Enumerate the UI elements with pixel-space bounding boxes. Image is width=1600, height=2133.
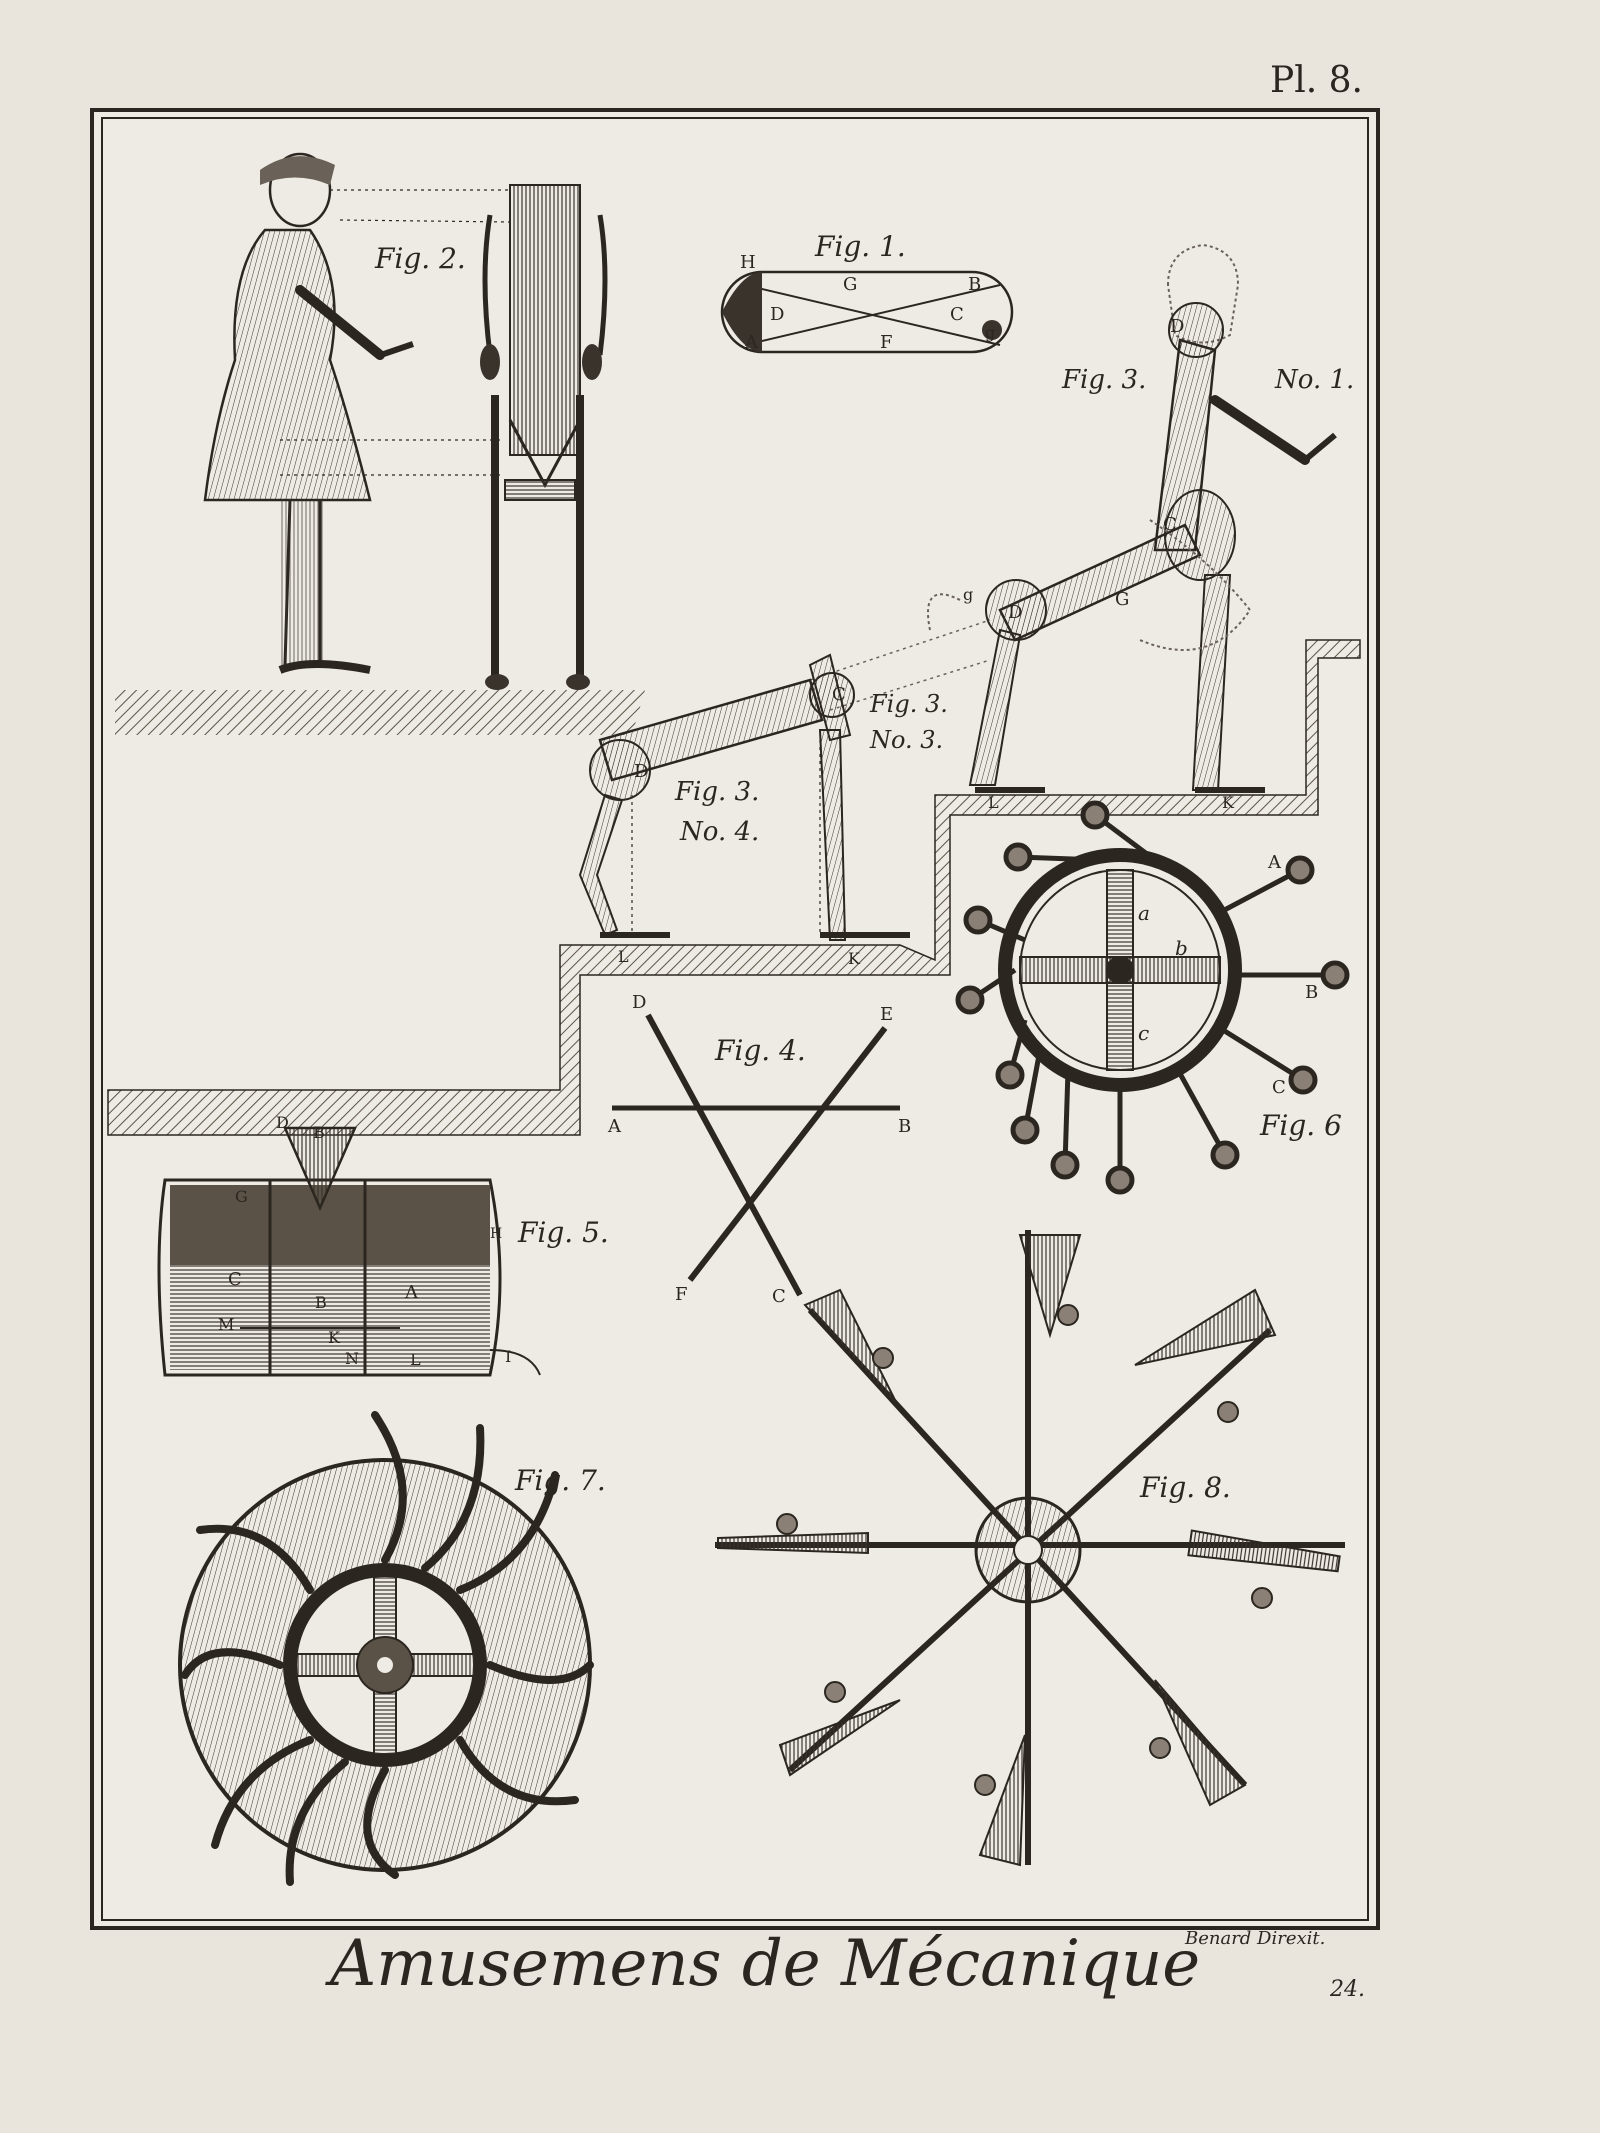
svg-text:D: D (770, 304, 785, 325)
svg-text:G: G (235, 1187, 248, 1206)
svg-text:K: K (328, 1328, 340, 1347)
fig3-no3-letter: C (832, 684, 846, 705)
svg-text:D: D (1170, 316, 1185, 337)
svg-text:N: N (345, 1349, 359, 1368)
svg-text:D: D (632, 992, 647, 1013)
svg-text:H: H (490, 1226, 503, 1242)
svg-text:g: g (963, 585, 974, 604)
svg-text:C: C (772, 1286, 786, 1307)
svg-text:B: B (315, 1293, 327, 1312)
svg-text:E: E (880, 1004, 894, 1025)
svg-text:I: I (505, 1347, 512, 1366)
svg-text:G: G (1115, 589, 1130, 610)
fig3-no1-label: Fig. 3. (1062, 365, 1147, 395)
svg-text:B: B (898, 1116, 912, 1137)
svg-text:c: c (1138, 1021, 1150, 1045)
fig3-no1-number: No. 1. (1275, 365, 1355, 395)
svg-text:A: A (745, 332, 758, 353)
svg-text:H: H (740, 252, 756, 273)
fig3-no4-label: Fig. 3. (675, 777, 760, 807)
svg-text:C: C (1163, 514, 1177, 535)
svg-text:C: C (950, 304, 964, 325)
svg-text:L: L (410, 1350, 421, 1369)
fig8-label: Fig. 8. (1140, 1471, 1231, 1504)
plate-title: Amusemens de Mécanique (330, 1927, 1201, 2001)
svg-text:b: b (1175, 936, 1188, 960)
fig3-no3-number: No. 3. (870, 726, 944, 754)
plate-number: Pl. 8. (1270, 60, 1363, 101)
fig5-label: Fig. 5. (518, 1216, 609, 1249)
svg-text:a: a (1138, 901, 1150, 925)
engraver-credit: Benard Direxit. (1185, 1928, 1326, 1949)
svg-text:C: C (1272, 1077, 1286, 1098)
fig7-label: Fig. 7. (515, 1464, 606, 1497)
svg-text:B: B (968, 274, 982, 295)
svg-text:C: C (228, 1269, 242, 1290)
svg-text:F: F (880, 332, 893, 353)
svg-text:A: A (608, 1116, 621, 1137)
svg-text:D: D (276, 1113, 289, 1132)
svg-text:A: A (405, 1282, 418, 1303)
svg-text:D: D (634, 761, 649, 782)
svg-text:F: F (675, 1284, 688, 1305)
fig2-label: Fig. 2. (375, 242, 466, 275)
svg-text:g: g (985, 323, 996, 342)
svg-text:A: A (1268, 852, 1281, 873)
fig6-label: Fig. 6 (1260, 1109, 1342, 1142)
fig3-no4-number: No. 4. (680, 817, 760, 847)
svg-text:M: M (218, 1315, 235, 1334)
svg-text:L: L (618, 947, 629, 966)
svg-text:L: L (988, 793, 999, 812)
svg-text:K: K (848, 949, 860, 968)
svg-text:B: B (1305, 982, 1319, 1003)
svg-text:B: B (313, 1123, 325, 1142)
fig4-label: Fig. 4. (715, 1034, 806, 1067)
fig1-label: Fig. 1. (815, 230, 906, 263)
fig3-no3-label: Fig. 3. (870, 690, 948, 718)
page-number: 24. (1330, 1977, 1365, 2002)
svg-text:D: D (1008, 602, 1023, 623)
svg-text:K: K (1222, 793, 1234, 812)
svg-text:G: G (843, 274, 858, 295)
